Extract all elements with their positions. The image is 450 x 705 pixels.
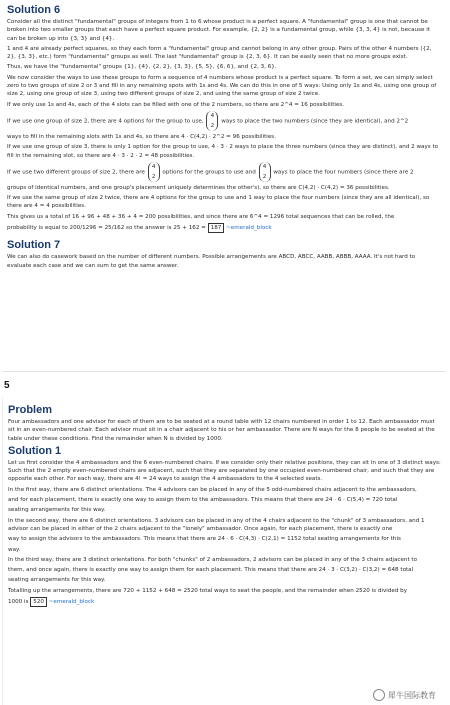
paragraph: This gives us a total of 16 + 96 + 48 + 36 + 4 = 200 possibilities, and since there are 6^4 = 1296 total sequences that can be rolled, the bbox=[7, 213, 395, 220]
paragraph: groups of identical numbers, and one group's placement uniquely determines the other's), so there are C(4,2) · C(4,2) = 36 possibilities. bbox=[7, 184, 390, 191]
text-span: 1000 is bbox=[8, 599, 29, 606]
text-span: If we use one group of size 2, there are 4 options for the group to use, bbox=[7, 118, 204, 125]
paragraph: If we use the same group of size 2 twice, there are 4 options for the group to use and 1 way to place the four numbers (since they are all identical), so there are 4 = 4 possibilities. bbox=[7, 195, 430, 210]
section-number: 5 bbox=[4, 380, 10, 391]
text-span: probability is equal to 200/1296 = 25/162 so the answer is 25 + 162 = bbox=[7, 225, 206, 232]
paragraph: If we use one group of size 3, there is only 1 option for the group to use, 4 · 3 · 2 ways to place the three numbers (since they are distinct), and 2 ways to fill in the remaining slot, so there are 4 · 3 · 2 · 2 = 48 possibilities. bbox=[7, 144, 439, 159]
text-span: If we use two different groups of size 2, there are bbox=[7, 169, 145, 176]
paragraph: Thus, we have the "fundamental" groups {1}, {4}, {2, 2}, {3, 3}, {5, 5}, {6, 6}, and {2, 3, 6}. bbox=[7, 64, 277, 71]
paragraph bbox=[7, 223, 441, 233]
paragraph bbox=[7, 111, 441, 131]
paragraph: In the first way, there are 6 distinct orientations. The 4 advisors can be placed in any of the 5 odd-numbered chairs adjacent to the ambassadors, bbox=[8, 486, 417, 493]
solution-1-heading: Solution 1 bbox=[8, 444, 62, 457]
answer-box: 520 bbox=[30, 597, 47, 607]
paragraph: Totalling up the arrangements, there are 720 + 1152 + 648 = 2520 total ways to seat the people, and the remainder when 2520 is divided by bbox=[8, 587, 408, 594]
solution-6-heading: Solution 6 bbox=[7, 4, 61, 16]
paragraph: way. bbox=[8, 546, 21, 553]
paragraph: way to assign the advisors to the ambassadors. This means that there are 24 · 6 · C(4,3) · C(2,1) = 1152 total seating arrangements for this bbox=[8, 536, 401, 543]
paragraph bbox=[8, 597, 441, 607]
problem-text: Four ambassadors and one advisor for each of them are to be seated at a round table with 12 chairs numbered in order 1 to 12. Each ambassador must sit in an even-numbered chair. Each advisor must sit in a chair adjacent to his or her ambassador. There are N ways for the 8 people to be seated at the table under these conditions. Find the remainder when N is divided by 1000. bbox=[8, 419, 435, 442]
paragraph bbox=[7, 162, 441, 182]
answer-box: 187 bbox=[208, 223, 225, 233]
paragraph: If we only use 1s and 4s, each of the 4 slots can be filled with one of the 2 numbers, so there are 2^4 = 16 possibilities. bbox=[7, 101, 345, 108]
paragraph: In the second way, there are 6 distinct orientations. 3 advisors can be placed in any of the 4 chairs adjacent to the "chunk" of 3 ambassadors, and 1 advisor can be placed in either of the 2 chairs adjacent to the "lonely" ambassador. Once again, for each placement, there is exactly one bbox=[8, 517, 425, 532]
text-span: ways to place the two numbers (since they are identical), and 2^2 bbox=[221, 118, 409, 125]
paragraph: We can also do casework based on the number of different numbers. Possible arrangements are ABCD, ABCC, AABB, ABBB, AAAA. It's not hard to evaluate each case and we can sum to get the same answer. bbox=[7, 254, 416, 269]
author-link[interactable]: ~emerald_block bbox=[48, 599, 95, 606]
solution-6-card bbox=[2, 0, 446, 372]
paragraph: them, and once again, there is exactly one way to assign them for each placement. This means that there are 24 · 3 · C(3,2) · C(3,2) = 648 total bbox=[8, 567, 414, 574]
author-link[interactable]: ~emerald_block bbox=[226, 225, 272, 232]
problem-card bbox=[2, 398, 446, 705]
paragraph: Consider all the distinct "fundamental" groups of integers from 1 to 6 whose product is a perfect square. A "fundamental" group is one that cannot be broken into two smaller groups that each have a perfect square product. For example, {2, 2} is a fundamental group, while {3, 3, 4} is not, because it can be broken up into {3, 3} and {4}. bbox=[7, 19, 430, 42]
paragraph: In the third way, there are 3 distinct orientations. For both "chunks" of 2 ambassadors, 2 advisors can be placed in any of the 3 chairs adjacent to bbox=[8, 556, 418, 563]
paragraph: 1 and 4 are already perfect squares, so they each form a "fundamental" group and cannot belong in any other group. Pairs of the other 4 numbers ({2, 2}, {3, 3}, etc.) form "fundamental" groups as well. The last "fundamental" group is {2, 3, 6}. It can be easily seen that no more groups exist. bbox=[7, 45, 432, 61]
paragraph: and for each placement, there is exactly one way to assign them to the ambassadors. This means that there are 24 · 6 · C(5,4) = 720 total bbox=[8, 497, 398, 504]
watermark bbox=[373, 689, 436, 701]
binomial: 4 2 bbox=[148, 162, 160, 182]
solution-7-heading: Solution 7 bbox=[7, 239, 61, 252]
problem-heading: Problem bbox=[8, 404, 53, 416]
binomial: 4 2 bbox=[259, 162, 271, 182]
paragraph: seating arrangements for this way. bbox=[8, 577, 106, 584]
paragraph: ways to fill in the remaining slots with 1s and 4s, so there are 4 · C(4,2) · 2^2 = 96 possibilities. bbox=[7, 133, 276, 140]
paragraph: We now consider the ways to use these groups to form a sequence of 4 numbers whose product is a perfect square. To form a set, we can simply select zero to two groups of size 2 or 3 and fill in any remaining spots with 1s and 4s. We can do this in one of 5 ways: Using only 1s and 4s, using one group of size 2, using one group of size 3, using two different groups of size 2, and using the same group of size 2 twice. bbox=[7, 74, 437, 98]
wechat-icon bbox=[373, 689, 385, 701]
paragraph: Let us first consider the 4 ambassadors and the 6 even-numbered chairs. If we consider only their relative positions, they can sit in one of 3 distinct ways: Such that the 2 empty even-numbered chairs are adjacent, such that they are separated by one occupied even-numbered chair, and such that they are opposite each other. For each way, there are 4! = 24 ways to assign the 4 ambassadors to the 4 selected seats. bbox=[8, 459, 441, 483]
text-span: options for the groups to use and bbox=[162, 169, 256, 176]
watermark-text: 犀牛国际教育 bbox=[388, 690, 436, 700]
binomial: 4 2 bbox=[206, 111, 218, 131]
paragraph: seating arrangements for this way. bbox=[8, 507, 106, 514]
text-span: ways to place the four numbers (since there are 2 bbox=[273, 169, 414, 176]
